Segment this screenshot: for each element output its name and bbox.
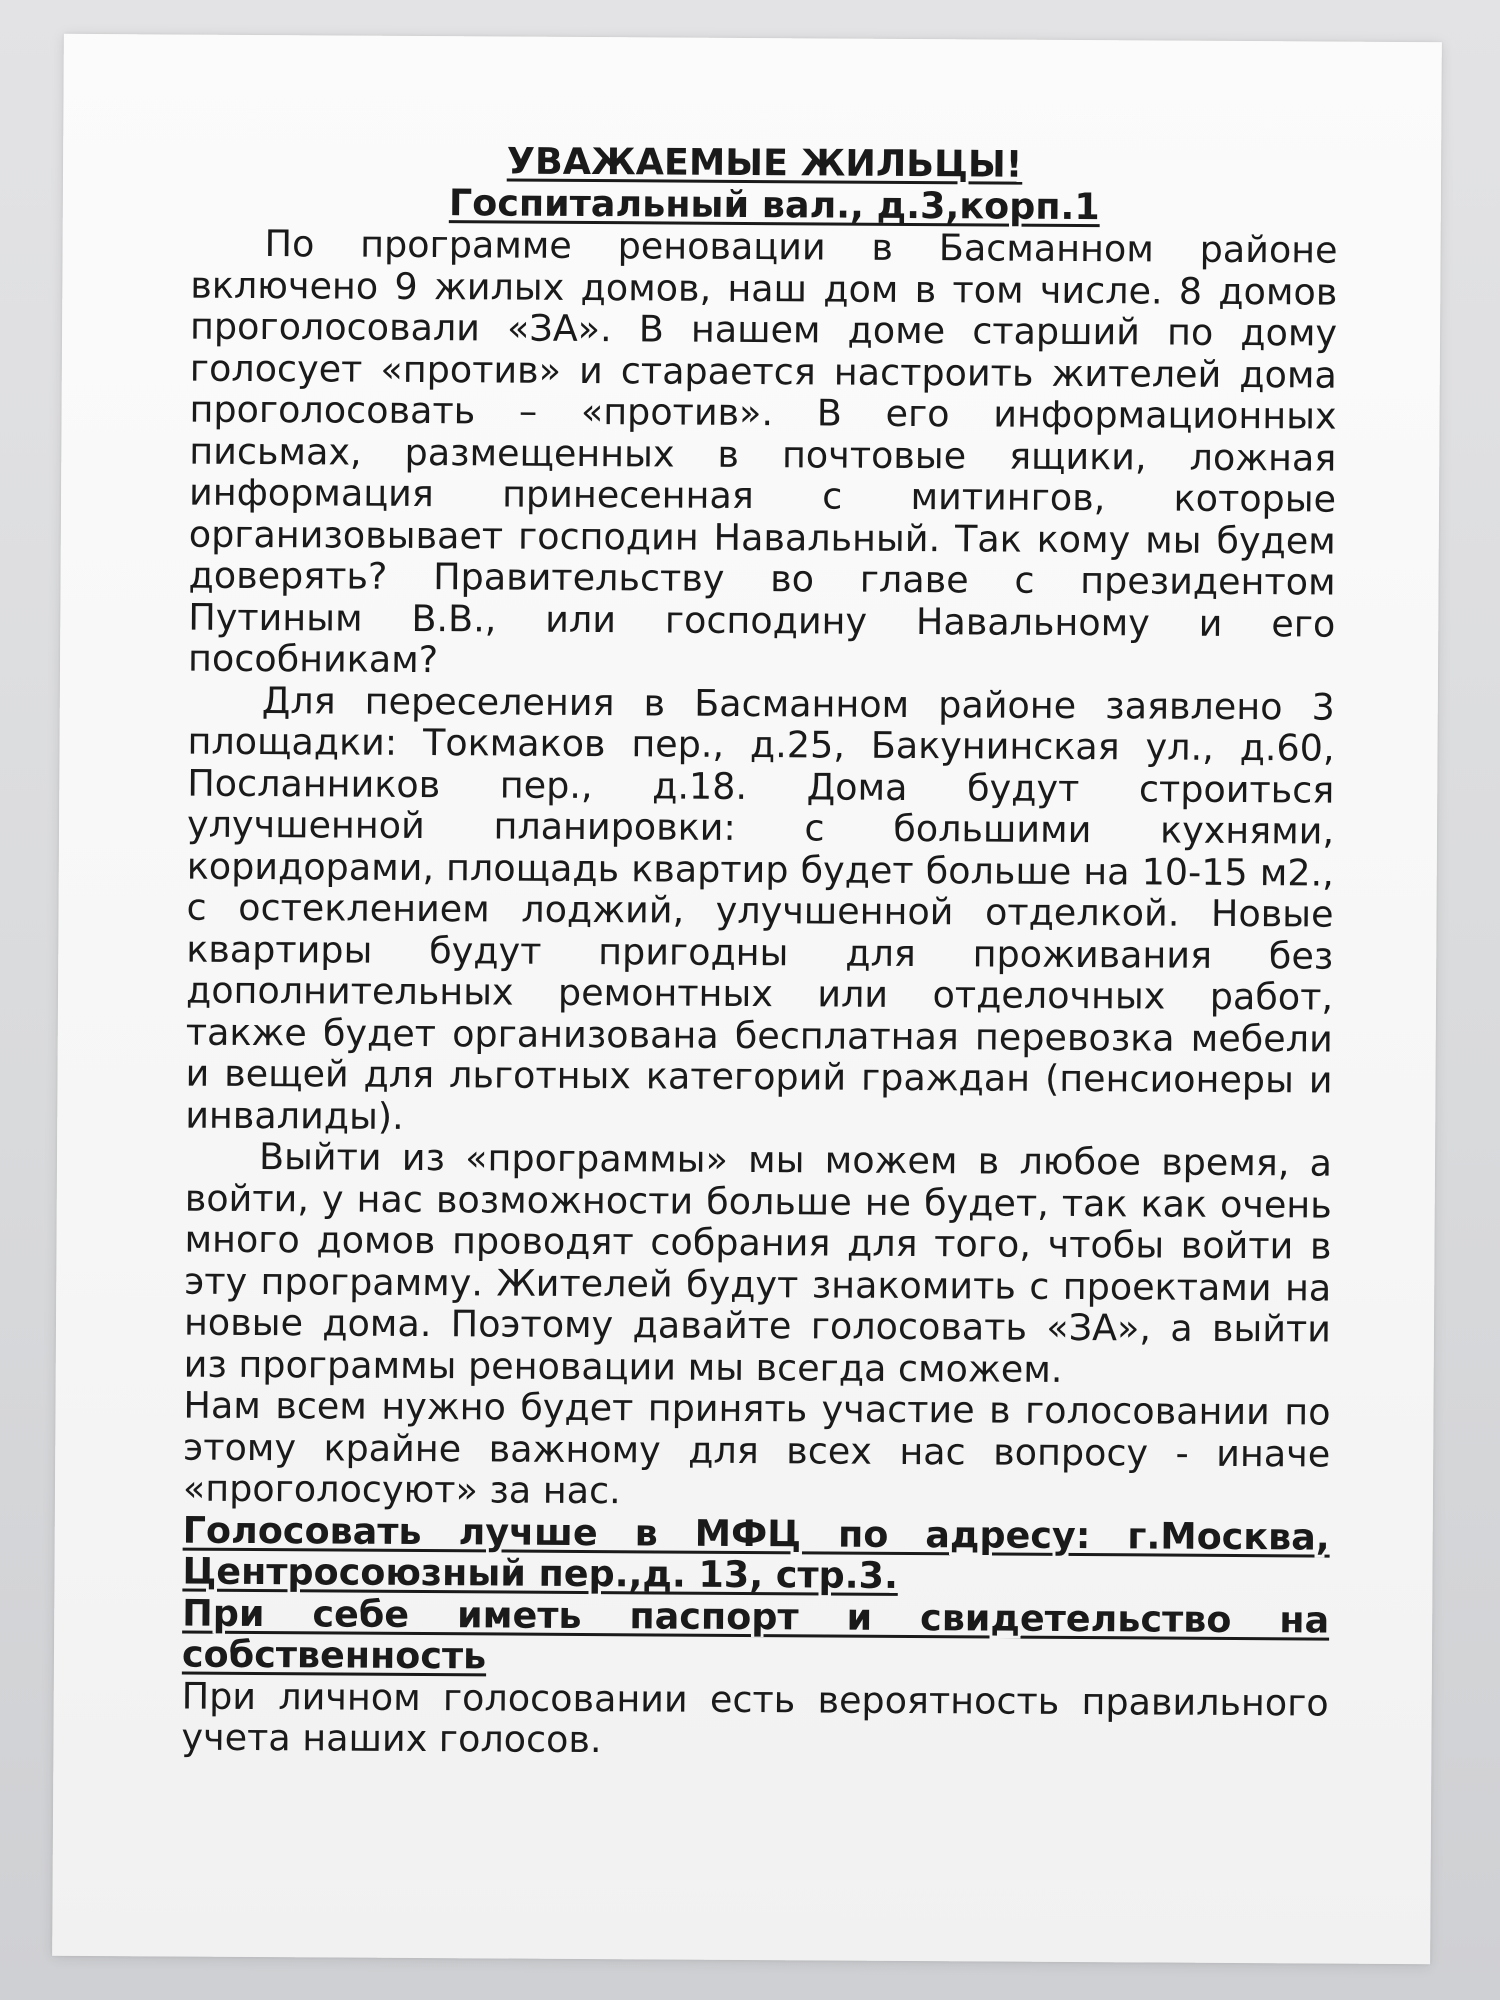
documents-required-note: При себе иметь паспорт и свидетельство на собственность bbox=[181, 1591, 1330, 1678]
voting-location-note: Голосовать лучше в МФЦ по адресу: г.Москва, Центросоюзный пер.,д. 13, стр.3. bbox=[182, 1508, 1330, 1597]
document-title: УВАЖАЕМЫЕ ЖИЛЬЦЫ! bbox=[506, 139, 1023, 186]
closing-paragraph: При личном голосовании есть вероятность правильного учета наших голосов. bbox=[181, 1674, 1329, 1762]
paper-sheet bbox=[52, 34, 1442, 1964]
document-body bbox=[181, 139, 1338, 1765]
paragraph-renovation-program: По программе реновации в Басманном районе включено 9 жилых домов, наш дом в том числе. 8 домов проголосовали «ЗА». В нашем доме старший по дому голосует «против» и старается настроить жителей дома проголосовать – «против». В его информационных письмах, размещенных в почтовые ящики, ложная информация принесенная с митингов, которые организовывает господин Навальный. Так кому мы будем доверять? Правительству во главе с президентом Путиным В.В., или господину Навальному и его пособникам? bbox=[187, 222, 1338, 682]
paragraph-exit-program: Выйти из «программы» мы можем в любое время, а войти, у нас возможности больше не будет, так как очень много домов проводят собрания для того, чтобы войти в эту программу. Жителей будут знакомить с проектами на новые дома. Поэтому давайте голосовать «ЗА», а выйти из программы реновации мы всегда сможем. bbox=[183, 1135, 1333, 1391]
paragraph-resettlement-sites: Для переселения в Басманном районе заявлено 3 площадки: Токмаков пер., д.25, Бакунинская ул., д.60, Посланников пер., д.18. Дома будут строиться улучшенной планировки: с большими кухнями, коридорами, площадь квартир будет больше на 10-15 м2., с остеклением лоджий, улучшенной отделкой. Новые квартиры будут пригодны для проживания без дополнительных ремонтных или отделочных работ, также будет организована бесплатная перевозка мебели и вещей для льготных категорий граждан (пенсионеры и инвалиды). bbox=[185, 678, 1335, 1138]
document-address: Госпитальный вал., д.3,корп.1 bbox=[448, 181, 1100, 229]
paragraph-participation: Нам всем нужно будет принять участие в голосовании по этому крайне важному для всех нас вопросу - иначе «проголосуют» за нас. bbox=[182, 1383, 1331, 1513]
